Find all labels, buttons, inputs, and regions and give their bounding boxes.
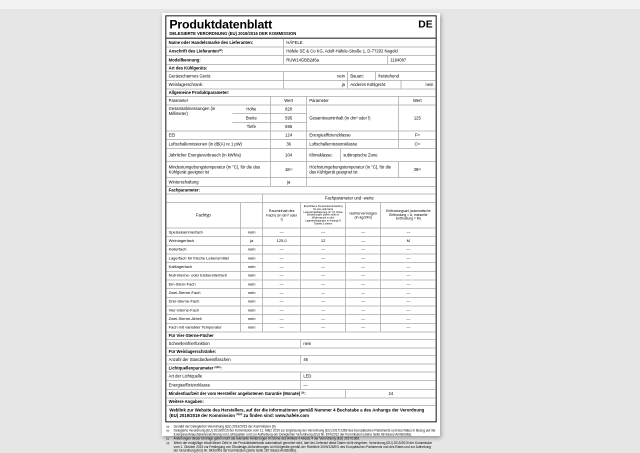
compartments-values-header: Fachparameter und -werte (262, 194, 435, 202)
compartment-freeze: — (345, 254, 380, 262)
regulation-subtitle: DELEGIERTE VERORDNUNG (EU) 2019/2016 DER KOMMISSION (166, 31, 435, 39)
title-bar (166, 16, 435, 31)
type-section-heading: Art des Kühlgeräts: (168, 65, 208, 71)
compartment-freeze: — (345, 246, 380, 254)
design-label: Bauart: (347, 72, 375, 80)
compartment-volume: 125,0 (262, 237, 300, 245)
compartment-volume: — (262, 228, 300, 236)
compartment-label: Fach mit variabler Temperatur (168, 324, 222, 330)
quiet-value: nein (283, 72, 347, 80)
supplier-name-value: HÄFELE (283, 39, 435, 47)
compartment-row-weinlagerfach (166, 236, 435, 245)
compartment-present: nein (240, 298, 262, 306)
compartment-label: Null-Sterne- oder Eisbereiterfach (168, 272, 227, 278)
light-class-row (166, 380, 435, 389)
compartment-row-speisekammer (166, 228, 435, 237)
compartment-present: nein (240, 324, 262, 332)
compartment-temp: — (300, 306, 345, 314)
light-class-label: Energieeffizienzklasse (168, 382, 211, 388)
quiet-label: Geräuscharmes Gerät: (168, 73, 212, 79)
general-heading: Allgemeine Produktparameter: (168, 90, 230, 96)
compartments-heading: Fachparameter: (168, 187, 200, 193)
noise-class-value: C (c) (398, 140, 435, 148)
four-star-heading-row (166, 332, 435, 339)
compartment-label: Kellerfach (168, 246, 187, 252)
compartment-volume: — (262, 306, 300, 314)
compartment-row-kellerfach (166, 245, 435, 254)
weblink-row (166, 405, 435, 421)
compartment-row-variable-temperatur (166, 323, 435, 332)
footnotes (165, 425, 436, 453)
compartment-label: Ein-Stern-Fach (168, 281, 196, 287)
compartment-temp: — (300, 254, 345, 262)
footnote-text: Delegierte Verordnung (EU) 2019/2015 der Kommission vom 11. März 2019 zur Ergänzung der Verordnung (EU) 2017/1369 des Europäischen Parlaments und des Rates in Bezug auf die Energieverbrauchskennzeichnung von Lichtquellen und zur Aufhebung der Delegierten Verordnung (EU) Nr. 874/2012 der Kommission (siehe Seite 68 dieses Amtsblatts). (173, 428, 436, 437)
col-parameter-left: Parameter (168, 98, 189, 104)
guarantee-row (166, 389, 435, 398)
compartment-label: Speisekammerfach (168, 229, 203, 235)
winter-label: Winterschaltung (168, 179, 199, 185)
annual-energy-label: Jährlicher Energieverbrauch (in kWh/a) (168, 152, 241, 158)
compartment-present: nein (240, 246, 262, 254)
fast-freeze-row (166, 339, 435, 348)
compartment-present: ja (240, 237, 262, 245)
compartment-present: nein (240, 280, 262, 288)
light-class-value: — (300, 381, 435, 389)
compartment-freeze: — (345, 324, 380, 332)
light-type-label: Art der Lichtquelle (168, 374, 203, 379)
compartment-freeze: — (345, 263, 380, 271)
model-row (166, 55, 435, 64)
compartment-row-drei-sterne (166, 297, 435, 306)
compartment-label: Drei-Sterne-Fach (168, 298, 200, 304)
eei-row (166, 131, 435, 140)
compartment-row-lagerfach-frisch (166, 254, 435, 263)
compartment-freeze: — (345, 228, 380, 236)
compartment-row-vier-sterne (166, 306, 435, 315)
compartment-defrost: — (380, 254, 435, 262)
energy-class-label: Energieeffizienzklasse (306, 131, 398, 139)
compartment-temp: — (300, 315, 345, 323)
viewer-top-strip (0, 0, 640, 9)
compartment-present: nein (240, 306, 262, 314)
width-label: Breite (245, 115, 257, 121)
footnote-text: Wenn der endgültige Inhalt dieser Zelle in der Produktdatenbank automatisch generiert wird, darf der Lieferant diese Daten nicht eingeben. Verordnung (EU) 2019/2019 der Kommission vom 1. Oktober 2019 zur Festlegung von Ökodesign-Anforderungen an Kühlgeräte gemäß der Richtlinie 2009/125/EG des Europäischen Parlaments und des Rates und zur Aufhebung der Verordnung (EG) Nr. 643/2009 der Kommission (siehe Seite 187 dieses Amtsblatts). (173, 441, 433, 453)
winter-empty-cell (306, 178, 435, 186)
datasheet-border-box (165, 15, 436, 422)
compartment-label: Lagerfach für frische Lebensmittel (168, 255, 229, 261)
min-temp-label: Mindestumgebungstemperatur (in °C), für die das Kühlgerät geeignet ist (168, 165, 260, 175)
eei-value: 124 (270, 131, 306, 139)
winter-row (166, 177, 435, 186)
weblink-text: Weblink zur Website des Herstellers, auf der die Informationen gemäß Nummer 4 Buchstabe a des Anhangs der Verordnung (EU) 2019/2019 der Kommission $^{(b)(d)}$ zu finden sind: www.hafele.com (169, 407, 425, 419)
compartment-temp: — (300, 228, 345, 236)
supplier-address-value: Häfele SE & Co KG, Adolf-Häfele-Straße 1, D-77202 Nagold (283, 47, 435, 55)
light-heading-row (166, 364, 435, 372)
compartment-freeze: — (345, 315, 380, 323)
bottles-row (166, 355, 435, 364)
footnote-marker: (b) (301, 391, 305, 395)
compartment-temp: — (300, 246, 345, 254)
climate-class-value: subtropische Zone (340, 149, 435, 162)
general-header-row (166, 96, 435, 105)
quiet-design-row (166, 71, 435, 80)
dimensions-subtable (232, 105, 306, 130)
height-row (232, 105, 306, 113)
noise-value: 36 (270, 140, 306, 148)
four-star-heading: Für Vier-Sterne-Fächer (168, 333, 214, 338)
footnote-text: Gemäß der Delegierten Verordnung (EU) 2019/2015 der Kommission (b). (173, 424, 277, 429)
design-value: freistehend (375, 72, 435, 80)
width-row (232, 113, 306, 122)
more-heading: Weitere Angaben: (168, 399, 204, 405)
compartment-defrost: — (380, 280, 435, 288)
depth-label: Tiefe (246, 124, 256, 130)
volume-label: Gesamtrauminhalt (in dm³ oder l) (306, 105, 398, 130)
footnote-marker: (a)(b) (214, 366, 221, 369)
col-fachtyp: Fachtyp (195, 212, 211, 218)
temperature-row (166, 161, 435, 177)
volume-value: 125 (398, 105, 435, 130)
fast-freeze-label: Schnelleinfrierfunktion (168, 341, 210, 346)
compartment-defrost: — (380, 246, 435, 254)
footnote-marker: (b) (218, 49, 222, 52)
compartment-volume: — (262, 315, 300, 323)
footnote-marker: (d) (166, 441, 170, 445)
climate-class-label: Klimaklasse: (306, 149, 340, 162)
compartment-volume: — (262, 324, 300, 332)
compartment-volume: — (262, 246, 300, 254)
compartment-freeze: — (345, 280, 380, 288)
compartment-label: Vier-Sterne-Fach (168, 307, 200, 313)
compartment-present: nein (240, 289, 262, 297)
supplier-address-label: Anschrift des Lieferanten$^{(b)}$: (168, 48, 224, 54)
compartment-volume: — (262, 280, 300, 288)
eei-label: EEI (168, 133, 176, 138)
compartment-freeze: — (345, 289, 380, 297)
wine-other-row (166, 80, 435, 89)
compartment-row-null-sterne (166, 271, 435, 280)
compartment-present: nein (240, 254, 262, 262)
compartment-volume: — (262, 272, 300, 280)
energy-class-value: F (c) (398, 131, 435, 139)
compartment-label: Kaltlagerfach (168, 264, 193, 269)
compartment-temp: — (300, 324, 345, 332)
compartment-defrost: — (380, 228, 435, 236)
footnote-marker: (b) (166, 429, 170, 433)
compartment-freeze: — (345, 306, 380, 314)
language-code: DE (418, 17, 433, 30)
depth-value: 595 (270, 123, 306, 131)
compartment-row-zwei-sterne (166, 288, 435, 297)
col-present-empty (240, 203, 262, 228)
wine-heading-row (166, 348, 435, 355)
footnote-marker: (c) (166, 437, 170, 441)
compartments-empty-header (166, 194, 262, 202)
col-value-left: Wert (270, 97, 306, 105)
compartment-present: nein (240, 263, 262, 271)
dimensions-label: Gesamtabmessungen (in Millimeter) (168, 106, 216, 116)
compartment-defrost: — (380, 272, 435, 280)
wine-cabinet-label: Weinlagerschrank: (168, 82, 204, 87)
compartment-defrost: M (380, 237, 435, 245)
supplier-name-label: Name oder Handelsmarke des Lieferanten: (168, 40, 254, 45)
compartment-defrost: — (380, 289, 435, 297)
compartments-column-header-row (166, 202, 435, 227)
noise-class-label: Luftschallemissionsklasse (306, 140, 398, 148)
compartment-freeze: — (345, 298, 380, 306)
compartment-freeze: — (345, 272, 380, 280)
footnote (166, 425, 435, 429)
max-temp-label: Höchstumgebungstemperatur (in °C), für die das Kühlgerät geeignet ist (306, 162, 398, 177)
min-temp-value: 16 (c) (270, 162, 306, 177)
general-heading-row (166, 89, 435, 96)
compartment-defrost: — (380, 324, 435, 332)
model-value: RUW14GBB2d6a (283, 56, 387, 64)
wine-heading: Für Weinlagerschränke: (168, 349, 217, 354)
document-page (162, 13, 440, 453)
datasheet (162, 13, 440, 453)
guarantee-value: 24 (345, 390, 435, 398)
compartment-temp: — (300, 289, 345, 297)
footnote (166, 441, 435, 452)
light-type-value: LED (300, 372, 435, 380)
compartment-volume: — (262, 289, 300, 297)
width-value: 595 (270, 114, 306, 122)
col-volume: Rauminhalt des Fachs (in dm³ oder l) (262, 203, 300, 228)
compartment-present: nein (240, 228, 262, 236)
compartment-temp: — (300, 280, 345, 288)
max-temp-value: 38 (c) (398, 162, 435, 177)
compartment-present: nein (240, 315, 262, 323)
compartment-label: Zwei-Sterne-Abteil (168, 316, 202, 321)
annual-energy-value: 104 (270, 149, 306, 162)
footnote-marker: (a) (166, 424, 170, 428)
compartment-present: nein (240, 272, 262, 280)
other-appliance-label: Anderes Kühlgerät: (347, 81, 400, 89)
compartment-volume: — (262, 254, 300, 262)
compartment-temp: — (300, 298, 345, 306)
compartment-label: Zwei-Sterne-Fach (168, 290, 201, 295)
compartment-row-ein-stern (166, 280, 435, 289)
type-section-heading-row (166, 64, 435, 71)
compartment-volume: — (262, 263, 300, 271)
depth-row (232, 122, 306, 131)
compartment-defrost: — (380, 306, 435, 314)
col-freezing-capacity: Gefriervermögen (in kg/24h) (345, 203, 380, 228)
guarantee-label: Mindestlaufzeit der vom Hersteller angebotenen Garantie (Monate) $^{(b)}$: (168, 391, 306, 397)
footnote (166, 429, 435, 436)
light-type-row (166, 372, 435, 381)
height-label: Höhe (246, 107, 257, 112)
col-temp-setting: Empfohlene Temperatureinstellung für eine optimierte Lebensmittellagerung (in °C). Diese Einstellungen dürfen nicht im Widerspruch zu den Lagerbedingungen in Anhang IV Tabelle 3 stehen (300, 203, 345, 228)
compartment-temp: — (300, 272, 345, 280)
footnote-marker: (b)(d) (236, 413, 243, 417)
page-title: Produktdatenblatt (169, 17, 273, 31)
compartment-freeze: — (345, 237, 380, 245)
col-defrost-type: Entfrostungsart (automatische Entfrostung = A, manuelle Entfrostung = M) (380, 203, 435, 228)
compartments-heading-row (166, 186, 435, 193)
dimensions-row (166, 105, 435, 131)
compartment-row-kaltlagerfach (166, 262, 435, 271)
noise-row (166, 139, 435, 148)
supplier-address-row (166, 47, 435, 56)
height-value: 820 (270, 105, 306, 113)
compartment-defrost: — (380, 298, 435, 306)
fast-freeze-value: nein (300, 340, 435, 348)
compartment-label: Weinlagerfach (168, 238, 195, 243)
compartment-defrost: — (380, 263, 435, 271)
manufacturer-website-link[interactable]: www.hafele.com (275, 413, 310, 419)
bottles-label: Anzahl der Standardweinflaschen (168, 357, 231, 362)
footnote (166, 437, 435, 441)
noise-label: Luftschallemissionen (in dB(A) re 1 pW) (168, 141, 243, 147)
compartment-volume: — (262, 298, 300, 306)
supplier-name-row (166, 39, 435, 47)
compartments-values-header-row (166, 194, 435, 203)
col-value-right: Wert (398, 97, 435, 105)
footnote-text: Änderungen dieser Einträge gelten nicht als relevante Änderungen im Sinne des Artikels 4 Absatz 4 der Verordnung (EU) 2017/1369. (173, 437, 360, 441)
compartment-defrost: — (380, 315, 435, 323)
winter-value: ja (270, 178, 306, 186)
model-number: 1194087 (387, 56, 435, 64)
energy-climate-row (166, 148, 435, 161)
bottles-value: 46 (300, 356, 435, 364)
compartment-row-zwei-sterne-abteil (166, 314, 435, 323)
more-heading-row (166, 398, 435, 405)
light-heading: Lichtquellenparameter $^{(a)(b)}$: (168, 366, 222, 371)
wine-cabinet-value: ja (283, 81, 347, 89)
compartment-temp: 12 (300, 237, 345, 245)
col-parameter-right: Parameter (306, 97, 398, 105)
other-appliance-value: nein (401, 81, 436, 89)
compartment-temp: — (300, 263, 345, 271)
model-label: Modellkennung: (168, 57, 201, 63)
